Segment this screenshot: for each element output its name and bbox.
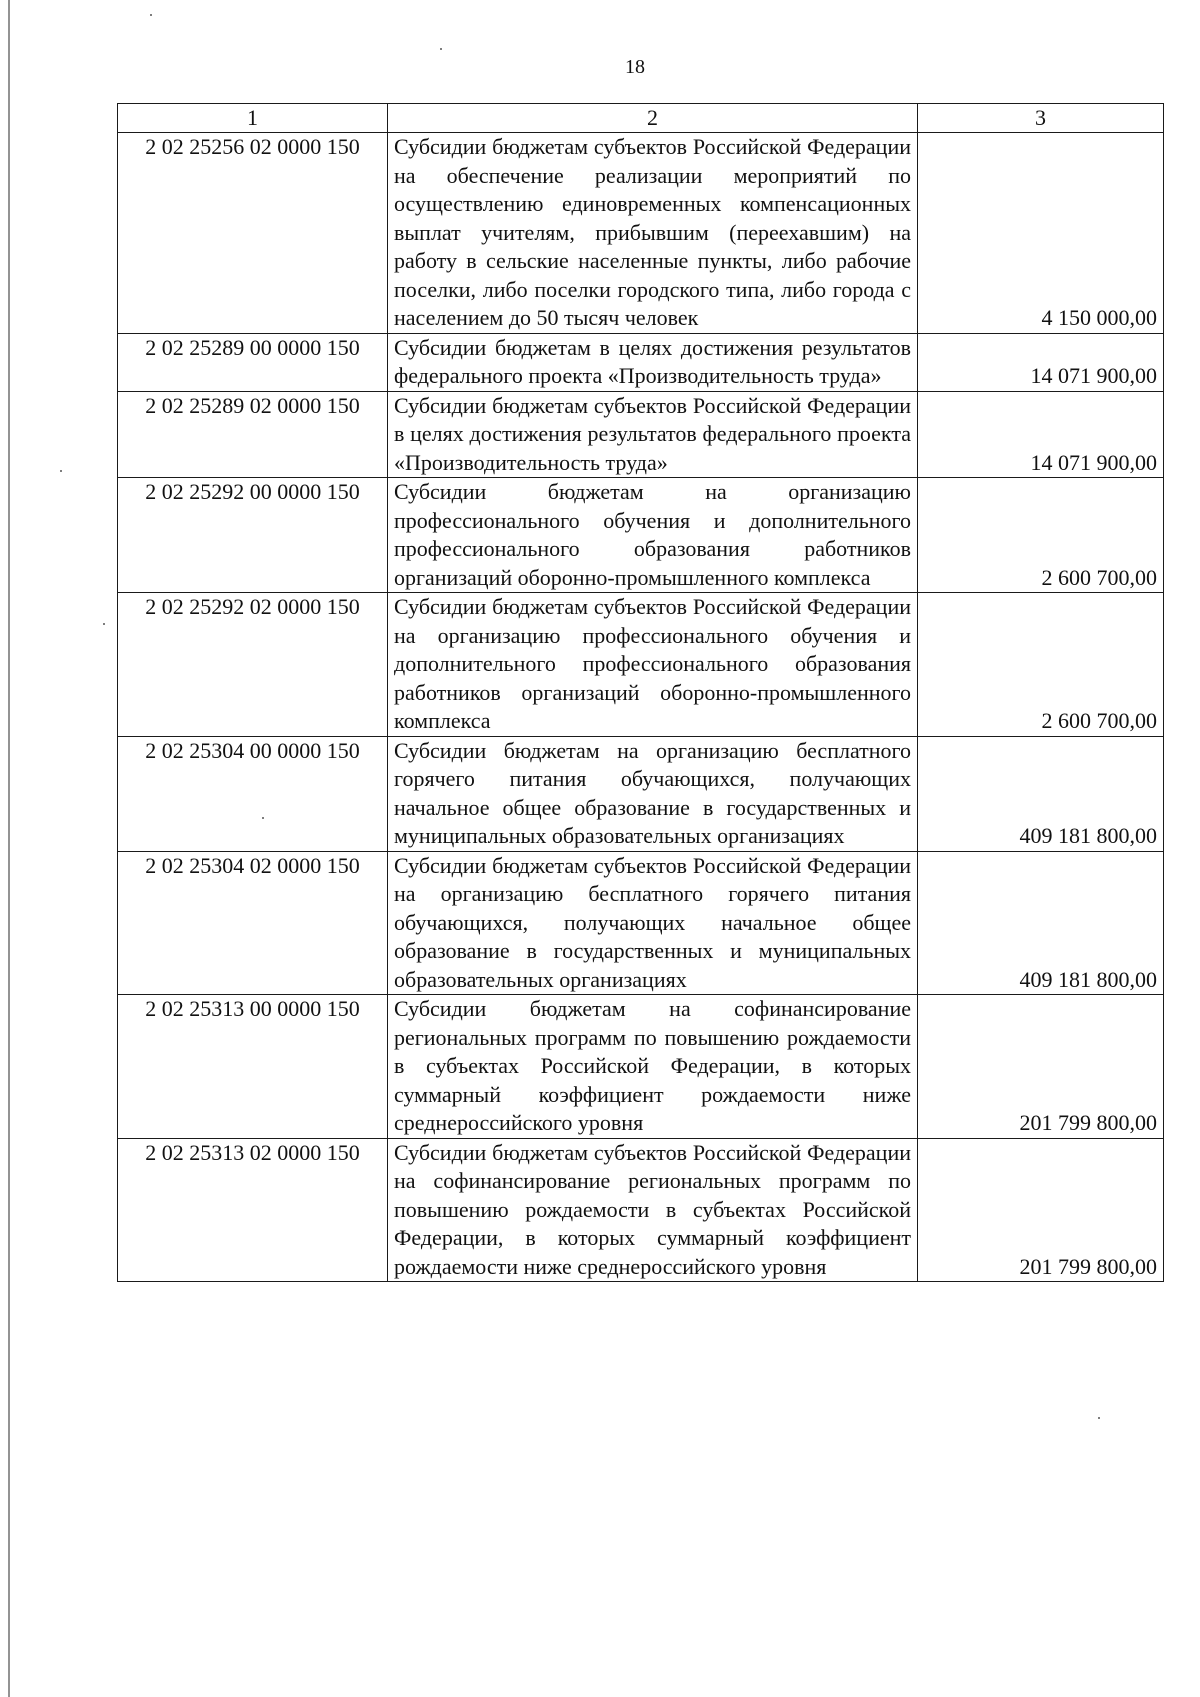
budget-code: 2 02 25304 00 0000 150 bbox=[118, 736, 388, 851]
table-header bbox=[118, 104, 1164, 133]
table-row bbox=[118, 391, 1164, 478]
budget-code: 2 02 25292 00 0000 150 bbox=[118, 478, 388, 593]
amount: 2 600 700,00 bbox=[918, 478, 1164, 593]
header-row bbox=[118, 104, 1164, 133]
scan-speck bbox=[440, 48, 442, 50]
table-row bbox=[118, 1138, 1164, 1282]
budget-code: 2 02 25289 00 0000 150 bbox=[118, 333, 388, 391]
budget-code: 2 02 25313 00 0000 150 bbox=[118, 995, 388, 1139]
revenue-name: Субсидии бюджетам на софинансирование региональных программ по повышению рождаемости в субъектах Российской Федерации, в которых суммарный коэффициент рождаемости ниже среднероссийского уровня bbox=[388, 995, 918, 1139]
amount: 14 071 900,00 bbox=[918, 333, 1164, 391]
amount: 14 071 900,00 bbox=[918, 391, 1164, 478]
amount: 2 600 700,00 bbox=[918, 593, 1164, 737]
amount: 4 150 000,00 bbox=[918, 133, 1164, 334]
revenue-name: Субсидии бюджетам на организацию бесплатного горячего питания обучающихся, получающих начальное общее образование в государственных и муниципальных образовательных организациях bbox=[388, 736, 918, 851]
revenue-name: Субсидии бюджетам субъектов Российской Федерации на организацию бесплатного горячего питания обучающихся, получающих начальное общее образование в государственных и муниципальных образовательных организациях bbox=[388, 851, 918, 995]
budget-code: 2 02 25256 02 0000 150 bbox=[118, 133, 388, 334]
amount: 201 799 800,00 bbox=[918, 995, 1164, 1139]
revenue-name: Субсидии бюджетам в целях достижения результатов федерального проекта «Производительность труда» bbox=[388, 333, 918, 391]
scan-edge-line bbox=[8, 0, 10, 1697]
budget-code: 2 02 25313 02 0000 150 bbox=[118, 1138, 388, 1282]
scan-speck bbox=[1098, 1417, 1100, 1419]
header-col-1: 1 bbox=[118, 104, 388, 133]
table-row bbox=[118, 995, 1164, 1139]
budget-table bbox=[117, 103, 1164, 1282]
table-body bbox=[118, 133, 1164, 1282]
revenue-name: Субсидии бюджетам субъектов Российской Федерации в целях достижения результатов федерального проекта «Производительность труда» bbox=[388, 391, 918, 478]
revenue-name: Субсидии бюджетам на организацию профессионального обучения и дополнительного профессионального образования работников организаций оборонно-промышленного комплекса bbox=[388, 478, 918, 593]
budget-code: 2 02 25304 02 0000 150 bbox=[118, 851, 388, 995]
scan-speck bbox=[150, 14, 152, 16]
amount: 409 181 800,00 bbox=[918, 851, 1164, 995]
revenue-name: Субсидии бюджетам субъектов Российской Федерации на софинансирование региональных программ по повышению рождаемости в субъектах Российской Федерации, в которых суммарный коэффициент рождаемости ниже среднероссийского уровня bbox=[388, 1138, 918, 1282]
budget-code: 2 02 25289 02 0000 150 bbox=[118, 391, 388, 478]
table-row bbox=[118, 851, 1164, 995]
scan-speck bbox=[103, 623, 105, 625]
budget-code: 2 02 25292 02 0000 150 bbox=[118, 593, 388, 737]
table-row bbox=[118, 593, 1164, 737]
amount: 409 181 800,00 bbox=[918, 736, 1164, 851]
header-col-2: 2 bbox=[388, 104, 918, 133]
table-row bbox=[118, 133, 1164, 334]
revenue-name: Субсидии бюджетам субъектов Российской Федерации на обеспечение реализации мероприятий по осуществлению единовременных компенсационных выплат учителям, прибывшим (переехавшим) на работу в сельские населенные пункты, либо рабочие поселки, либо поселки городского типа, либо города с населением до 50 тысяч человек bbox=[388, 133, 918, 334]
page-number: 18 bbox=[625, 56, 645, 78]
table-row bbox=[118, 333, 1164, 391]
scan-speck bbox=[60, 470, 62, 472]
table-row bbox=[118, 478, 1164, 593]
header-col-3: 3 bbox=[918, 104, 1164, 133]
amount: 201 799 800,00 bbox=[918, 1138, 1164, 1282]
table-row bbox=[118, 736, 1164, 851]
revenue-name: Субсидии бюджетам субъектов Российской Федерации на организацию профессионального обучения и дополнительного профессионального образования работников организаций оборонно-промышленного комплекса bbox=[388, 593, 918, 737]
